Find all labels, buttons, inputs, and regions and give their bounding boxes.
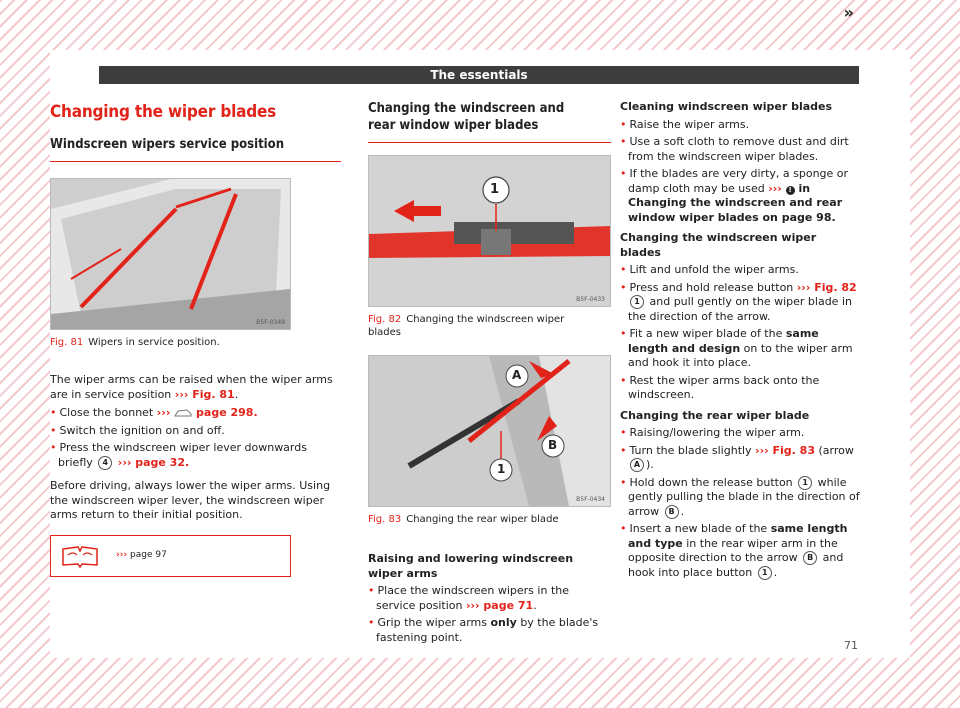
item-number-1: 1 xyxy=(798,476,812,490)
section-title: Windscreen wipers service position xyxy=(50,136,341,162)
figure-code: B5F-0434 xyxy=(576,496,605,503)
figure-83 xyxy=(368,355,611,507)
bullet-service-position: • Place the windscreen wipers in the service position ››› page 71. xyxy=(368,584,569,612)
arrow-label-b: B xyxy=(665,505,679,519)
arrow-label-b: B xyxy=(803,551,817,565)
item-number-1: 1 xyxy=(758,566,772,580)
figure-caption-82 xyxy=(368,313,568,339)
note-page-link[interactable]: ››› page 97 xyxy=(116,549,167,560)
bullet-soft-cloth: • Use a soft cloth to remove dust and dirt from the windscreen wiper blades. xyxy=(620,135,849,163)
section-title-2: Changing the windscreen and rear window wiper blades xyxy=(368,101,565,133)
intro-paragraph: The wiper arms can be raised when the wiper arms are in service position ››› Fig. 81. xyxy=(50,373,333,401)
subsection-windscreen: Changing the windscreen wiper blades xyxy=(620,231,817,259)
figure-number: Fig. 82 xyxy=(368,314,402,325)
page-title: Changing the wiper blades xyxy=(50,102,277,122)
driving-paragraph: Before driving, always lower the wiper arms. Using the windscreen wiper lever, the windscreen wiper arms return to their initial position. xyxy=(50,479,331,521)
bullet-rest-arms: • Rest the wiper arms back onto the windscreen. xyxy=(620,373,820,401)
fig83-callout-1: 1 xyxy=(497,462,506,476)
bullet-hold-release: • Hold down the release button 1 while gently pulling the blade in the direction of arrow B . xyxy=(620,475,860,518)
fig83-callout-b: B xyxy=(548,438,558,452)
figure-number: Fig. 83 xyxy=(368,514,402,525)
bullet-raise-arms: • Raise the wiper arms. xyxy=(620,117,750,131)
figure-number: Fig. 81 xyxy=(50,337,84,348)
subsection-rear: Changing the rear wiper blade xyxy=(620,408,810,422)
page-number: 71 xyxy=(844,639,858,652)
bullet-sponge: • If the blades are very dirty, a sponge or damp cloth may be used ››› ! in Changing the windscreen and rear window wiper blades on page 98. xyxy=(620,167,849,224)
fig82-link[interactable]: ››› Fig. 82 xyxy=(796,280,857,294)
warning-link[interactable]: ››› ! in Changing the windscreen and rear window wiper blades on page 98. xyxy=(628,181,843,224)
windscreen-blade-illustration xyxy=(369,156,610,306)
subsection-cleaning: Cleaning windscreen wiper blades xyxy=(620,100,833,113)
bullet-lift-arms: • Lift and unfold the wiper arms. xyxy=(620,263,799,276)
rear-blade-illustration xyxy=(369,356,610,506)
bullet-close-bonnet: • Close the bonnet ››› page 298. xyxy=(50,406,258,419)
fig82-callout-1: 1 xyxy=(490,182,500,197)
fig83-link[interactable]: ››› Fig. 83 xyxy=(755,443,815,457)
lever-page-link[interactable]: ››› page 32. xyxy=(117,455,190,469)
manual-book-icon xyxy=(60,543,100,569)
caption-text: Changing the rear wiper blade xyxy=(406,514,559,525)
arrow-label-a: A xyxy=(630,458,644,472)
note-box xyxy=(50,535,291,577)
bullet-fit-blade: • Fit a new wiper blade of the same length and design on to the wiper arm and hook it into place. xyxy=(620,327,853,369)
caption-text: Changing the windscreen wiper blades xyxy=(368,314,565,338)
figure-caption xyxy=(50,336,341,349)
fig83-callout-a: A xyxy=(512,368,522,382)
item-number-1: 1 xyxy=(630,295,644,309)
bullet-ignition: • Switch the ignition on and off. xyxy=(50,423,225,437)
continue-mark: » xyxy=(843,3,854,22)
figure-code: B5F-0349 xyxy=(256,319,285,326)
intro-text: The wiper arms can be raised when the wiper arms are in service position xyxy=(50,373,333,401)
info-icon: ! xyxy=(786,186,795,195)
bullet-grip-arms: • Grip the wiper arms only by the blade's fastening point. xyxy=(368,616,599,644)
section-header-bar: The essentials xyxy=(99,66,859,84)
intro-fig-link[interactable]: ››› Fig. 81 xyxy=(174,387,235,401)
bonnet-page-link[interactable]: ››› page 298. xyxy=(156,406,258,419)
bullet-release-button: • Press and hold release button ››› Fig. 82 1 and pull gently on the wiper blade in the direction of the arrow. xyxy=(620,280,857,323)
figure-code: B5F-0433 xyxy=(576,296,605,303)
subsection-title: Raising and lowering windscreen wiper arms xyxy=(368,552,574,580)
wiper-service-illustration xyxy=(51,179,290,329)
bullet-raise-lower: • Raising/lowering the wiper arm. xyxy=(620,426,805,439)
bullet-turn-blade: • Turn the blade slightly ››› Fig. 83 (arrow A ). xyxy=(620,443,854,471)
manual-page xyxy=(50,3,910,658)
car-bonnet-icon xyxy=(174,408,192,418)
service-page-link[interactable]: ››› page 71 xyxy=(465,598,534,612)
bullet-insert-blade: • Insert a new blade of the same length and type in the rear wiper arm in the opposite direction to the arrow B and hook into place button 1 . xyxy=(620,522,848,579)
bullet-wiper-lever: • Press the windscreen wiper lever downwards briefly 4 ››› page 32. xyxy=(50,441,307,469)
item-number-4: 4 xyxy=(98,456,112,470)
figure-caption-83 xyxy=(368,513,611,526)
caption-text: Wipers in service position. xyxy=(88,337,220,348)
figure-81 xyxy=(50,178,291,330)
figure-82 xyxy=(368,155,611,307)
